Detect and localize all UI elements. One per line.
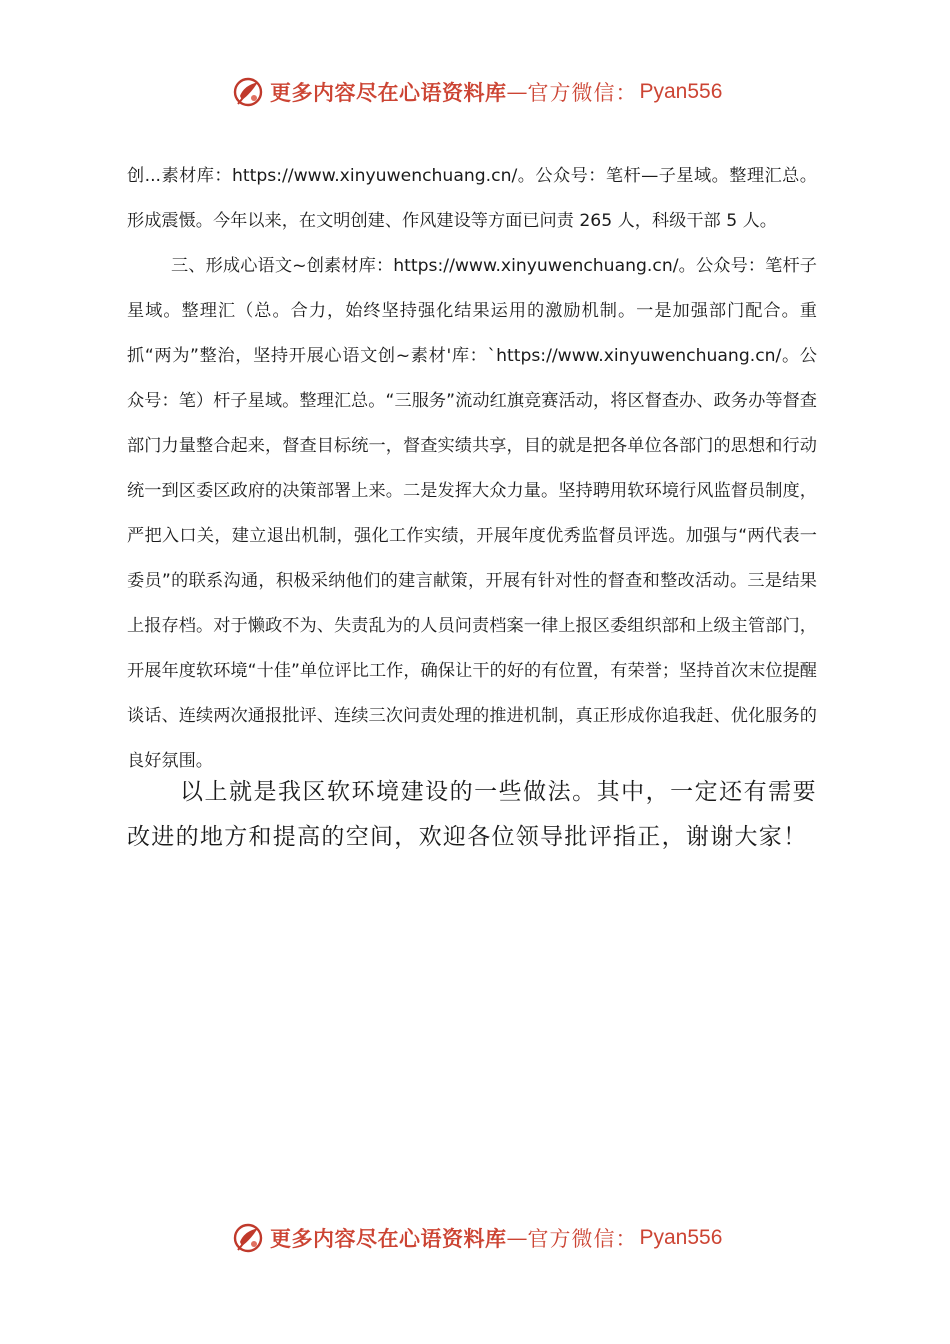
closing-paragraph: 以上就是我区软环境建设的一些做法。其中，一定还有需要改进的地方和提高的空间，欢迎各位领导批评指正，谢谢大家！: [127, 779, 817, 850]
banner-wechat-id: Pyan556: [639, 1226, 723, 1249]
paragraph-1: 创...素材库：https://www.xinyuwenchuang.cn/。公众号：笔杆—子星域。整理汇总。形成震慑。今年以来，在文明创建、作风建设等方面已问责 265 人，科级干部 5 人。: [127, 166, 817, 231]
banner-wechat-label: 官方微信：: [527, 1227, 638, 1251]
banner-slogan: 更多内容尽在心语资料库: [270, 80, 507, 105]
footer-banner: [0, 1218, 950, 1258]
banner-wechat-label: 官方微信：: [527, 81, 638, 105]
header-banner: [0, 72, 950, 112]
brand-logo-icon: [230, 1220, 266, 1256]
brand-logo-icon: [230, 74, 266, 110]
banner-wechat-id: Pyan556: [639, 80, 723, 103]
paragraph-2: 三、形成心语文~创素材库：https://www.xinyuwenchuang.cn/。公众号：笔杆子星域。整理汇（总。合力，始终坚持强化结果运用的激励机制。一是加强部门配合。重抓“两为”整治，坚持开展心语文创~素材'库：`https://www.xinyuwenchuang.cn/。公众号：笔）杆子星域。整理汇总。“三服务”流动红旗竞赛活动，将区督查办、政务办等督查部门力量整合起来，督查目标统一，督查实绩共享，目的就是把各单位各部门的思想和行动统一到区委区政府的决策部署上来。二是发挥大众力量。坚持聘用软环境行风监督员制度，严把入口关，建立退出机制，强化工作实绩，开展年度优秀监督员评选。加强与“两代表一委员”的联系沟通，积极采纳他们的建言献策，开展有针对性的督查和整改活动。三是结果上报存档。对于懒政不为、失责乱为的人员问责档案一律上报区委组织部和上级主管部门，开展年度软环境“十佳”单位评比工作，确保让干的好的有位置，有荣誉；坚持首次末位提醒谈话、连续两次通报批评、连续三次问责处理的推进机制，真正形成你追我赶、优化服务的良好氛围。: [127, 256, 817, 771]
banner-dash: —: [506, 1226, 528, 1250]
banner-dash: —: [506, 80, 528, 104]
document-body: [127, 154, 817, 784]
banner-slogan: 更多内容尽在心语资料库: [270, 1226, 507, 1251]
